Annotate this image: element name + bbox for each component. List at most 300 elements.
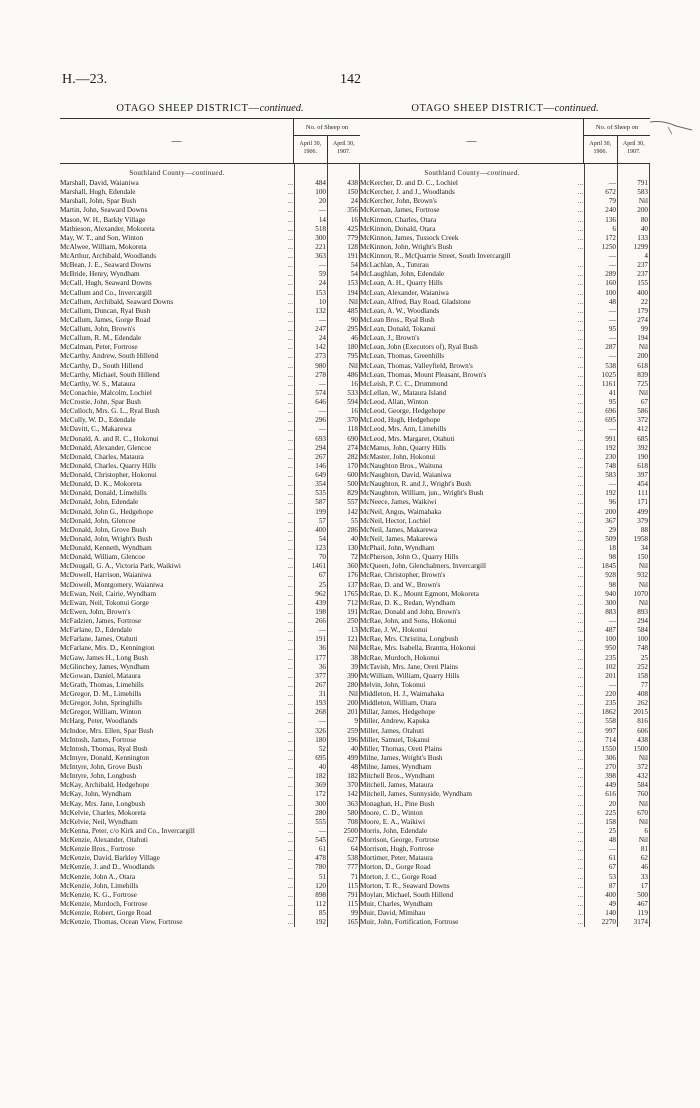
leader-dots: ...: [287, 817, 293, 826]
sheep-1906: 123: [315, 544, 326, 552]
leader-dots: ...: [577, 507, 583, 516]
leader-dots: ...: [287, 388, 293, 397]
leader-dots: ...: [287, 489, 293, 498]
sheep-1907: 22: [640, 297, 648, 306]
sheep-1906: 25: [318, 580, 326, 589]
owner-name: McGowan, Daniel, Mataura: [60, 671, 141, 680]
sheep-1906: 200: [605, 507, 616, 516]
owner-name: Marshall, John, Spar Bush: [60, 197, 137, 206]
table-row: [60, 508, 360, 517]
sheep-1907: 100: [637, 635, 648, 644]
table-row: [360, 243, 650, 252]
table-row: [60, 599, 360, 608]
sheep-1906: 153: [315, 288, 326, 297]
table-row: [60, 882, 360, 891]
leader-dots: ...: [577, 781, 583, 790]
table-row: [60, 535, 360, 544]
sheep-1906: 191: [315, 635, 326, 644]
sheep-1906: —: [318, 626, 326, 635]
sheep-1907: 584: [637, 781, 648, 790]
owner-name: Morton, T. R., Seaward Downs: [360, 881, 450, 890]
leader-dots: ...: [287, 425, 293, 434]
table-row: [60, 462, 360, 471]
sheep-1906: 289: [605, 270, 616, 279]
owner-name: McNaughton, R. and J., Wright's Bush: [360, 480, 471, 489]
leader-dots: ...: [287, 315, 293, 324]
owner-name: Moore, C. D., Winton: [360, 808, 423, 817]
sheep-1907: 128: [347, 242, 358, 251]
sheep-1907: 142: [347, 507, 358, 516]
sheep-1907: 370: [347, 416, 358, 425]
leader-dots: ...: [577, 617, 583, 625]
sheep-1907: 24: [350, 197, 358, 206]
col-1907-label: April 30, 1907.: [332, 141, 355, 155]
sheep-1907: 17: [640, 881, 648, 890]
leader-dots: ...: [577, 845, 583, 854]
sheep-1906: 484: [315, 179, 326, 187]
sheep-1906: —: [318, 826, 326, 835]
sheep-1906: 980: [315, 361, 326, 370]
sheep-1907: 618: [637, 461, 648, 470]
owner-name: McQueen, John, Glenchalmers, Invercargill: [360, 562, 487, 571]
sheep-1907: 685: [637, 434, 648, 443]
sheep-1907: 1299: [633, 242, 648, 251]
table-row: [360, 699, 650, 708]
owner-name: McDougall, G. A., Victoria Park, Waikiwi: [60, 562, 181, 571]
owner-name: McHarg, Peter, Woodlands: [60, 717, 138, 726]
leader-dots: ...: [287, 352, 293, 361]
owner-name: McDonald, Charles, Mataura: [60, 452, 144, 461]
table-row: [360, 736, 650, 745]
sheep-1906: 177: [315, 653, 326, 662]
owner-name: McLeod, Mrs. Ann, Limehills: [360, 425, 447, 434]
sheep-1907: 38: [350, 653, 358, 662]
sheep-1907: 360: [347, 562, 358, 571]
sheep-1907: Nil: [638, 799, 648, 808]
sheep-1907: 372: [637, 763, 648, 771]
sheep-1907: 1765: [343, 589, 358, 598]
sheep-1907: 779: [347, 233, 358, 242]
sheep-1906: 535: [315, 489, 326, 498]
leader-dots: ...: [577, 790, 583, 799]
owner-name: McKenzie, David, Barkley Village: [60, 854, 160, 863]
sheep-1906: 287: [605, 343, 616, 352]
sheep-1906: 278: [315, 370, 326, 379]
sheep-1906: 172: [605, 233, 616, 242]
leader-dots: ...: [577, 188, 583, 197]
table-row: [60, 307, 360, 316]
sheep-1906: 193: [315, 699, 326, 708]
sheep-1906: 487: [605, 626, 616, 635]
table-row: [360, 508, 650, 517]
owner-name: McEwan, Neil, Cairie, Wyndham: [60, 589, 157, 598]
leader-dots: ...: [577, 763, 583, 771]
leader-dots: ...: [577, 480, 583, 489]
table-row: [360, 517, 650, 526]
sheep-1906: —: [608, 252, 616, 260]
sheep-1907: 155: [637, 279, 648, 288]
table-row: [360, 416, 650, 425]
sheep-1906: 24: [318, 279, 326, 288]
sheep-1907: 454: [637, 480, 648, 489]
table-row: [360, 827, 650, 836]
sheep-1907: 795: [347, 352, 358, 361]
sheep-1907: 54: [350, 261, 358, 270]
table-row: [60, 836, 360, 845]
table-row: [60, 407, 360, 416]
sheep-1907: 25: [640, 653, 648, 662]
sheep-1906: —: [608, 352, 616, 361]
table-row: [60, 900, 360, 909]
sheep-1907: 9: [354, 717, 358, 726]
owner-name: McGlinchey, James, Wyndham: [60, 662, 150, 671]
leader-dots: ...: [577, 836, 583, 844]
owner-name: McFarlane, Mrs. D., Kennington: [60, 644, 155, 653]
sheep-1906: 991: [605, 434, 616, 443]
leader-dots: ...: [577, 607, 583, 616]
leader-dots: ...: [287, 334, 293, 343]
leader-dots: ...: [577, 242, 583, 251]
owner-name: McKay, John, Wyndham: [60, 790, 132, 799]
sheep-1906: —: [608, 845, 616, 854]
sheep-1907: 606: [637, 726, 648, 735]
leader-dots: ...: [287, 735, 293, 744]
section-title: OTAGO SHEEP DISTRICT—continued.: [411, 103, 599, 114]
table-row: [360, 854, 650, 863]
sheep-1906: 36: [318, 644, 326, 653]
owner-name: McCalman, Peter, Fortrose: [60, 343, 138, 352]
table-row: [360, 206, 650, 215]
sheep-1906: 70: [318, 553, 326, 562]
sheep-1906: 1025: [601, 370, 616, 379]
table-row: [60, 316, 360, 325]
table-row: [60, 444, 360, 453]
owner-name: Miller, James, Otahuti: [360, 726, 424, 735]
owner-name: Morrison, Hugh, Fortrose: [360, 845, 434, 854]
sheep-1906: 220: [605, 690, 616, 698]
owner-name: McDonald, William, Glencoe: [60, 553, 146, 562]
sheep-1907: 40: [350, 534, 358, 543]
table-row: [60, 781, 360, 790]
owner-name: McNeil, James, Makarewa: [360, 525, 438, 534]
table-row: [60, 736, 360, 745]
owner-name: Miller, Samuel, Tokanui: [360, 735, 430, 744]
leader-dots: ...: [577, 863, 583, 872]
leader-dots: ...: [287, 306, 293, 315]
sheep-1907: 372: [637, 416, 648, 425]
sheep-1906: 61: [608, 854, 616, 863]
table-row: [60, 809, 360, 818]
table-row: [360, 571, 650, 580]
sheep-1906: 85: [318, 909, 326, 917]
sheep-1906: 449: [605, 781, 616, 790]
table-row: [60, 362, 360, 371]
owner-name: McDowell, Harrison, Waianiwa: [60, 571, 152, 580]
table-row: [60, 772, 360, 781]
leader-dots: ...: [287, 361, 293, 370]
leader-dots: ...: [287, 671, 293, 680]
sheep-1906: 714: [605, 735, 616, 744]
sheep-1906: 201: [605, 671, 616, 680]
sheep-1907: Nil: [638, 197, 648, 206]
sheep-1907: 46: [640, 863, 648, 872]
sheep-1907: 6: [644, 826, 648, 835]
owner-name: McKay, Archibald, Hedgehope: [60, 781, 150, 790]
owner-name: McKercher, D. and D. C., Lochiel: [360, 179, 458, 187]
owner-name: Middleton, H. J., Waimahaka: [360, 690, 445, 698]
owner-name: McRae, Mrs. Christina, Longbush: [360, 635, 459, 644]
leader-dots: ...: [577, 407, 583, 416]
leader-dots: ...: [577, 233, 583, 242]
sheep-1906: 225: [605, 808, 616, 817]
owner-name: McIntyre, John, Grove Bush: [60, 763, 143, 771]
owner-name: McIndoe, Mrs. Ellen, Spar Bush: [60, 726, 154, 735]
leader-dots: ...: [287, 899, 293, 908]
owner-name: McDonald, John, Edendale: [60, 498, 139, 507]
sheep-1906: —: [318, 717, 326, 726]
leader-dots: ...: [287, 617, 293, 625]
table-row: [360, 599, 650, 608]
sheep-1907: 397: [637, 471, 648, 479]
owner-name: McDonald, John, Glencoe: [60, 516, 136, 525]
sheep-1907: 190: [637, 452, 648, 461]
sheep-1907: 71: [350, 872, 358, 881]
leader-dots: ...: [577, 699, 583, 708]
sheep-1907: 829: [347, 489, 358, 498]
owner-name: Marshall, Hugh, Edendale: [60, 188, 136, 197]
table-row: [360, 882, 650, 891]
sheep-1906: 192: [605, 443, 616, 452]
owner-name: McRae, Mrs. Isabella, Brantra, Hokonui: [360, 644, 476, 653]
owner-name: McEwen, John, Brown's: [60, 607, 131, 616]
sheep-1906: 997: [605, 726, 616, 735]
leader-dots: ...: [577, 753, 583, 762]
leader-dots: ...: [287, 690, 293, 698]
sheep-1906: —: [318, 425, 326, 434]
owner-name: McLean, Alfred, Bay Road, Gladstone: [360, 297, 471, 306]
table-row: [60, 435, 360, 444]
owner-name: McCallum, James, Gorge Road: [60, 315, 151, 324]
owner-name: McKenzie, Alexander, Otahuti: [60, 836, 148, 844]
sheep-1906: 545: [315, 836, 326, 844]
leader-dots: ...: [577, 899, 583, 908]
sheep-1907: Nil: [638, 343, 648, 352]
table-row: [360, 343, 650, 352]
owner-name: McConachie, Malcolm, Lochiel: [60, 388, 152, 397]
sheep-1907: 130: [347, 544, 358, 552]
sheep-1907: Nil: [348, 297, 358, 306]
owner-name: McCallum, R. M., Edendale: [60, 334, 142, 343]
owner-name: McDonald, Kenneth, Wyndham: [60, 544, 152, 552]
table-row: [360, 644, 650, 653]
sheep-1906: —: [608, 480, 616, 489]
owner-name: Mitchell, James, Mataura: [360, 781, 434, 790]
sheep-1907: 618: [637, 361, 648, 370]
sheep-1906: —: [608, 179, 616, 187]
leader-dots: ...: [577, 653, 583, 662]
table-row: [360, 480, 650, 489]
leader-dots: ...: [287, 653, 293, 662]
leader-dots: ...: [287, 571, 293, 580]
table-row: [60, 745, 360, 754]
table-row: [60, 179, 360, 188]
owner-name: McKinnon, James, Tussock Creek: [360, 233, 459, 242]
leader-dots: ...: [577, 370, 583, 379]
leader-dots: ...: [287, 379, 293, 388]
table-row: [360, 562, 650, 571]
table-header: [360, 119, 650, 164]
sheep-1907: 538: [347, 854, 358, 863]
leader-dots: ...: [577, 562, 583, 571]
sheep-1906: —: [608, 261, 616, 270]
table-row: [60, 279, 360, 288]
sheep-1906: 52: [318, 744, 326, 753]
sheep-1906: 300: [605, 598, 616, 607]
table-row: [360, 216, 650, 225]
table-row: [360, 553, 650, 562]
leader-dots: ...: [577, 553, 583, 562]
leader-dots: ...: [287, 343, 293, 352]
leader-dots: ...: [577, 288, 583, 297]
owner-name: McRae, D. K., Mount Egmont, Mokoreta: [360, 589, 479, 598]
no-of-sheep-label: No. of Sheep on: [584, 119, 650, 136]
sheep-1906: 41: [608, 388, 616, 397]
owner-name: Muir, Charles, Wyndham: [360, 899, 433, 908]
sheep-1907: 4: [644, 252, 648, 260]
table-row: [60, 270, 360, 279]
sheep-1907: 486: [347, 370, 358, 379]
sheep-1907: 438: [347, 179, 358, 187]
table-row: [60, 863, 360, 872]
owner-name: McFarlane, James, Otahuti: [60, 635, 138, 644]
leader-dots: ...: [287, 179, 293, 187]
sheep-1907: 80: [640, 215, 648, 224]
sheep-1906: —: [318, 407, 326, 416]
table-row: [360, 352, 650, 361]
owner-name: Milne, James, Wright's Bush: [360, 753, 443, 762]
leader-dots: ...: [287, 781, 293, 790]
owner-name: McTavish, Mrs. Jane, Oreti Plains: [360, 662, 458, 671]
sheep-1906: 142: [315, 343, 326, 352]
owner-name: McAlwee, William, Mokoreta: [60, 242, 147, 251]
leader-dots: ...: [577, 872, 583, 881]
owner-name: McLean Bros., Ryal Bush: [360, 315, 435, 324]
table-row: [360, 316, 650, 325]
leader-dots: ...: [287, 644, 293, 653]
leader-dots: ...: [287, 790, 293, 799]
sheep-1907: 294: [637, 617, 648, 625]
sheep-1907: 150: [347, 188, 358, 197]
sheep-1906: 558: [605, 717, 616, 726]
sheep-1907: 88: [640, 525, 648, 534]
sheep-1907: 99: [350, 909, 358, 917]
table-row: [60, 371, 360, 380]
sheep-1906: 478: [315, 854, 326, 863]
sheep-1907: 760: [637, 790, 648, 799]
sheep-1906: 354: [315, 480, 326, 489]
sheep-1906: 59: [318, 270, 326, 279]
table-row: [360, 763, 650, 772]
table-row: [360, 909, 650, 918]
sheep-1906: 98: [608, 553, 616, 562]
leader-dots: ...: [577, 388, 583, 397]
sheep-1906: 646: [315, 398, 326, 406]
sheep-1907: 839: [637, 370, 648, 379]
owner-name: McDonald, D. K., Mokoreta: [60, 480, 142, 489]
sheep-1906: 300: [315, 799, 326, 808]
county-heading: Southland County—continued.: [129, 169, 225, 177]
owner-name: Mathieson, Alexander, Mokoreta: [60, 224, 155, 233]
table-row: [360, 535, 650, 544]
leader-dots: ...: [577, 306, 583, 315]
owner-name: McDonald, John, Grove Bush: [60, 525, 147, 534]
sheep-1907: 158: [637, 671, 648, 680]
table-row: [360, 772, 650, 781]
leader-dots: ...: [287, 242, 293, 251]
page-series: H.—23.: [62, 72, 108, 87]
leader-dots: ...: [287, 680, 293, 689]
table-row: [360, 279, 650, 288]
sheep-1907: Nil: [348, 644, 358, 653]
sheep-1907: 893: [637, 607, 648, 616]
sheep-1906: 100: [605, 635, 616, 644]
sheep-1907: 580: [347, 808, 358, 817]
table-row: [360, 800, 650, 809]
owner-name: Muir, John, Fortification, Fortrose: [360, 918, 459, 927]
sheep-1906: 898: [315, 890, 326, 899]
sheep-1906: 377: [315, 671, 326, 680]
leader-dots: ...: [577, 808, 583, 817]
table-row: [360, 398, 650, 407]
owner-name: McBean, J. E., Seaward Downs: [60, 261, 152, 270]
leader-dots: ...: [287, 635, 293, 644]
sheep-1907: 13: [350, 626, 358, 635]
sheep-1906: —: [608, 425, 616, 434]
table-row: [60, 380, 360, 389]
sheep-1907: 408: [637, 690, 648, 698]
owner-name: McNeece, James, Waikiwi: [360, 498, 437, 507]
table-row: [360, 234, 650, 243]
owner-name: Morton, D., Gorge Road: [360, 863, 431, 872]
sheep-1906: 25: [608, 826, 616, 835]
leader-dots: ...: [287, 206, 293, 215]
sheep-1906: 780: [315, 863, 326, 872]
sheep-1907: 425: [347, 224, 358, 233]
table-row: [60, 681, 360, 690]
sheep-1906: 247: [315, 325, 326, 333]
sheep-1906: 1862: [601, 708, 616, 717]
sheep-1906: 1250: [601, 242, 616, 251]
leader-dots: ...: [577, 334, 583, 343]
sheep-1906: 100: [315, 188, 326, 197]
table-row: [360, 188, 650, 197]
leader-dots: ...: [287, 808, 293, 817]
sheep-1907: 499: [347, 753, 358, 762]
owner-name: McNeil, Hector, Lochiel: [360, 516, 431, 525]
leader-dots: ...: [577, 516, 583, 525]
leader-dots: ...: [577, 261, 583, 270]
owner-name: McLeish, P. C. C., Drummond: [360, 379, 448, 388]
leader-dots: ...: [577, 881, 583, 890]
owner-name: Millar, James, Hedgehope: [360, 708, 436, 717]
sheep-1906: 146: [315, 461, 326, 470]
sheep-1907: 2015: [633, 708, 648, 717]
table-row: [360, 681, 650, 690]
table-row: [60, 827, 360, 836]
sheep-1907: 62: [640, 854, 648, 863]
table-row: [60, 663, 360, 672]
sheep-1906: —: [318, 379, 326, 388]
